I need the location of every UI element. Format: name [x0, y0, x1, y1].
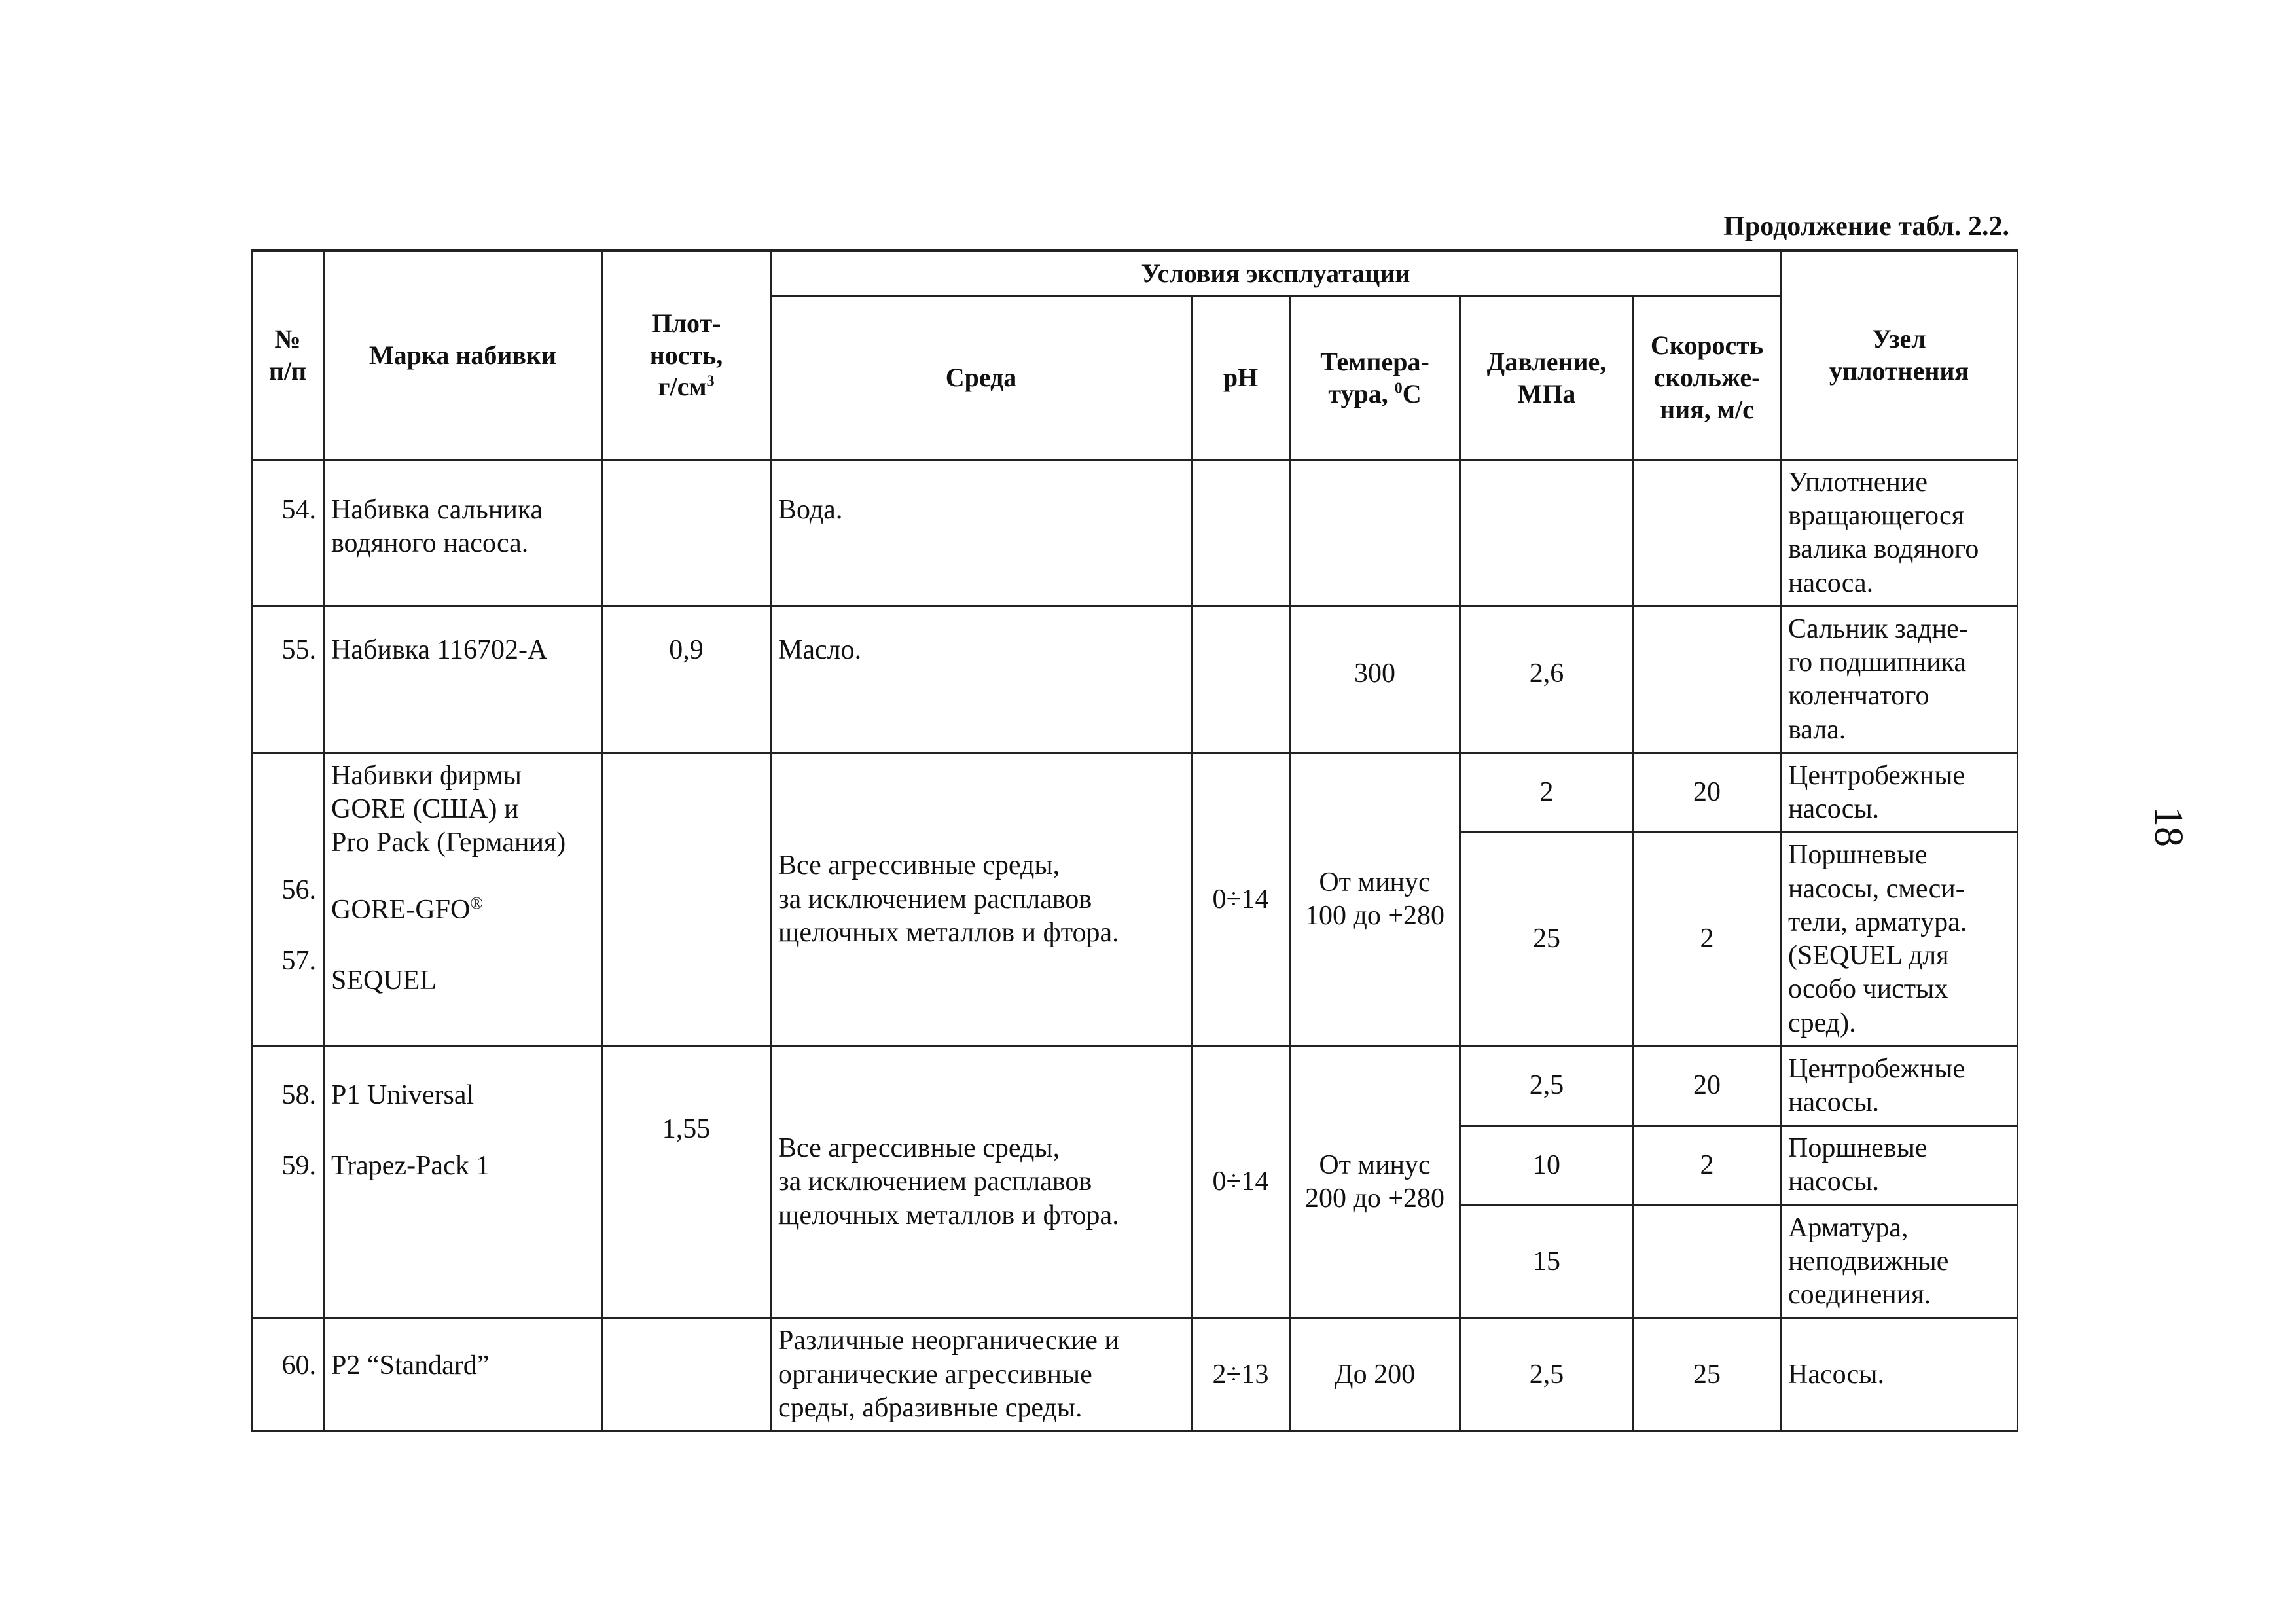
- row-ph: 0÷14: [1192, 1046, 1290, 1318]
- table-row: [252, 460, 2018, 607]
- header-medium: Среда: [771, 297, 1192, 460]
- packing-table: [251, 249, 2018, 1432]
- table-row: [252, 1318, 2018, 1432]
- row-brand: Набивка 116702-А: [324, 606, 602, 753]
- row-temp: [1290, 460, 1460, 607]
- header-brand: Марка набивки: [324, 251, 602, 460]
- row-num: 54.: [252, 460, 324, 607]
- row-temp: От минус 200 до +280: [1290, 1046, 1460, 1318]
- row-speed: [1634, 1205, 1781, 1318]
- row-ph: [1192, 460, 1290, 607]
- row-ph: 0÷14: [1192, 753, 1290, 1046]
- row-num: 58. 59.: [252, 1046, 324, 1318]
- row-node: Поршневые насосы.: [1781, 1126, 2018, 1205]
- row-pressure: 2,5: [1460, 1318, 1634, 1432]
- row-brand: Набивки фирмы GORE (США) и Pro Pack (Германия) GORE-GFO® SEQUEL: [324, 753, 602, 1046]
- row-speed: [1634, 460, 1781, 607]
- row-node: Уплотнение вращающегося валика водяного насоса.: [1781, 460, 2018, 607]
- row-pressure: 15: [1460, 1205, 1634, 1318]
- row-node: Сальник задне- го подшипника коленчатого вала.: [1781, 606, 2018, 753]
- header-pressure: Давление, МПа: [1460, 297, 1634, 460]
- row-ph: [1192, 606, 1290, 753]
- row-density: [602, 753, 771, 1046]
- page-number: 18: [2146, 806, 2191, 847]
- row-node: Поршневые насосы, смеси- тели, арматура. (SEQUEL для особо чистых сред).: [1781, 833, 2018, 1046]
- table-row: [252, 753, 2018, 832]
- row-pressure: 25: [1460, 833, 1634, 1046]
- row-brand: P2 “Standard”: [324, 1318, 602, 1432]
- row-node: Насосы.: [1781, 1318, 2018, 1432]
- row-brand: P1 Universal Trapez-Pack 1: [324, 1046, 602, 1318]
- header-conditions: Условия эксплуатации: [771, 251, 1781, 297]
- row-density: [602, 460, 771, 607]
- row-pressure: 2,6: [1460, 606, 1634, 753]
- row-brand: Набивка сальника водяного насоса.: [324, 460, 602, 607]
- row-speed: 20: [1634, 753, 1781, 832]
- row-medium: Различные неорганические и органические агрессивные среды, абразивные среды.: [771, 1318, 1192, 1432]
- header-temp: Темпера- тура, $^0$С: [1290, 297, 1460, 460]
- row-pressure: 2: [1460, 753, 1634, 832]
- row-pressure: [1460, 460, 1634, 607]
- row-medium: Все агрессивные среды, за исключением расплавов щелочных металлов и фтора.: [771, 1046, 1192, 1318]
- header-ph: pH: [1192, 297, 1290, 460]
- row-temp: До 200: [1290, 1318, 1460, 1432]
- row-speed: 25: [1634, 1318, 1781, 1432]
- row-speed: 20: [1634, 1046, 1781, 1125]
- row-speed: 2: [1634, 833, 1781, 1046]
- row-num: 56. 57.: [252, 753, 324, 1046]
- row-num: 60.: [252, 1318, 324, 1432]
- header-num: № п/п: [252, 251, 324, 460]
- row-node: Центробежные насосы.: [1781, 753, 2018, 832]
- row-temp: От минус 100 до +280: [1290, 753, 1460, 1046]
- row-temp: 300: [1290, 606, 1460, 753]
- header-density: Плот- ность, $г/см^3$: [602, 251, 771, 460]
- row-density: 1,55: [602, 1046, 771, 1318]
- row-medium: Все агрессивные среды, за исключением расплавов щелочных металлов и фтора.: [771, 753, 1192, 1046]
- table-row: [252, 1046, 2018, 1125]
- header-speed: Скорость скольже- ния, м/с: [1634, 297, 1781, 460]
- row-node: Центробежные насосы.: [1781, 1046, 2018, 1125]
- row-medium: Масло.: [771, 606, 1192, 753]
- header-node: Узел уплотнения: [1781, 251, 2018, 460]
- row-density: [602, 1318, 771, 1432]
- table-row: [252, 606, 2018, 753]
- row-medium: Вода.: [771, 460, 1192, 607]
- row-ph: 2÷13: [1192, 1318, 1290, 1432]
- row-pressure: 10: [1460, 1126, 1634, 1205]
- row-pressure: 2,5: [1460, 1046, 1634, 1125]
- table-caption: Продолжение табл. 2.2.: [1723, 211, 2009, 242]
- row-speed: [1634, 606, 1781, 753]
- row-density: 0,9: [602, 606, 771, 753]
- row-node: Арматура, неподвижные соединения.: [1781, 1205, 2018, 1318]
- row-num: 55.: [252, 606, 324, 753]
- row-speed: 2: [1634, 1126, 1781, 1205]
